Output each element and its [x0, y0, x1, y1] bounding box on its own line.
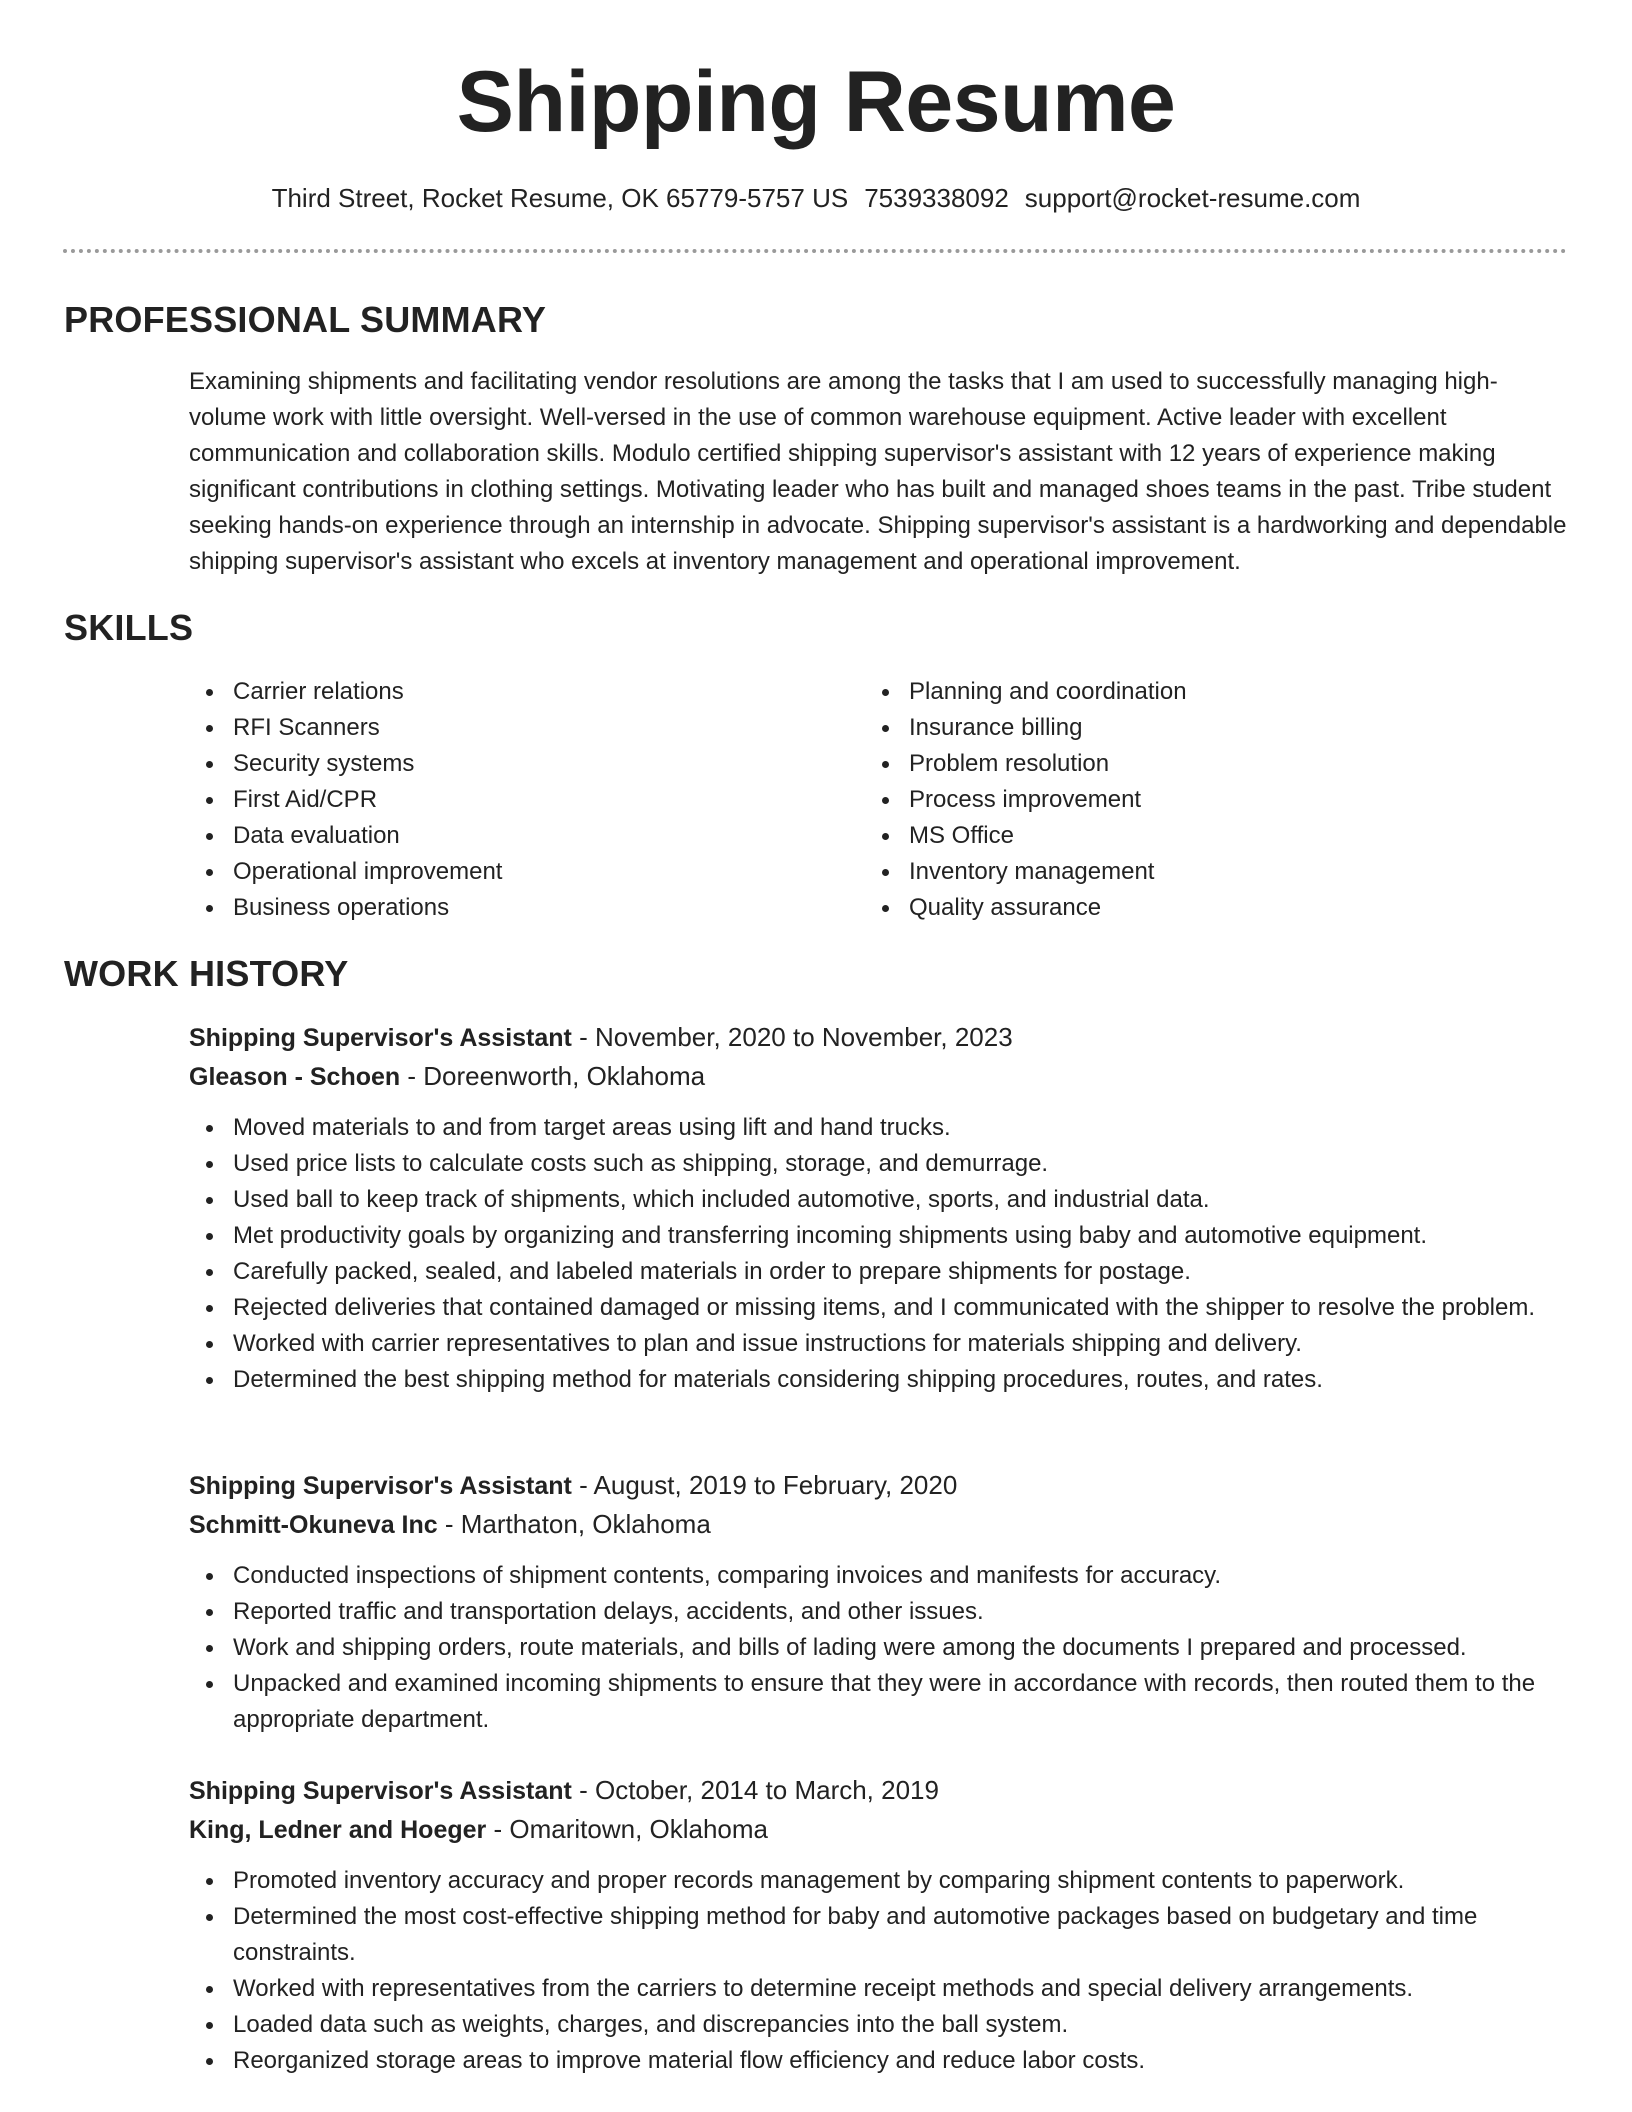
skills-heading: SKILLS	[64, 607, 194, 648]
job-bullet: Carefully packed, sealed, and labeled materials in order to prepare shipments for postage.	[189, 1254, 1569, 1290]
skill-item: Insurance billing	[865, 710, 1505, 746]
job-title: Shipping Supervisor's Assistant	[189, 1777, 572, 1805]
job-bullet: Conducted inspections of shipment contents, comparing invoices and manifests for accuracy.	[189, 1558, 1569, 1594]
job-location: - Omaritown, Oklahoma	[486, 1814, 769, 1844]
summary-text: Examining shipments and facilitating vendor resolutions are among the tasks that I am used to successfully managing high-volume work with little oversight. Well-versed in the use of common warehouse equipment. Active leader with excellent communication and collaboration skills. Modulo certified shipping supervisor's assistant with 12 years of experience making significant contributions in clothing settings. Motivating leader who has built and managed shoes teams in the past. Tribe student seeking hands-on experience through an internship in advocate. Shipping supervisor's assistant is a hardworking and dependable shipping supervisor's assistant who excels at inventory management and operational improvement.	[189, 368, 1567, 575]
job-bullet: Used price lists to calculate costs such as shipping, storage, and demurrage.	[189, 1146, 1569, 1182]
skill-item: Problem resolution	[865, 746, 1505, 782]
job-company: Schmitt-Okuneva Inc	[189, 1511, 438, 1539]
job-company-line	[189, 1057, 1569, 1096]
job-bullet: Worked with representatives from the carriers to determine receipt methods and special delivery arrangements.	[189, 1971, 1569, 2007]
job-entry	[189, 1018, 1569, 1398]
work-heading: WORK HISTORY	[64, 953, 349, 994]
job-bullet: Determined the best shipping method for materials considering shipping procedures, routes, and rates.	[189, 1362, 1569, 1398]
skill-item: Business operations	[189, 890, 829, 926]
skill-item: Quality assurance	[865, 890, 1505, 926]
job-location: - Doreenworth, Oklahoma	[400, 1061, 706, 1091]
job-title-line	[189, 1771, 1569, 1810]
job-bullet: Moved materials to and from target areas using lift and hand trucks.	[189, 1110, 1569, 1146]
job-location: - Marthaton, Oklahoma	[437, 1509, 711, 1539]
skill-item: Security systems	[189, 746, 829, 782]
job-entry	[189, 1466, 1569, 1738]
contact-phone: 7539338092	[864, 183, 1009, 213]
skills-list-right	[865, 674, 1505, 926]
skill-item: Planning and coordination	[865, 674, 1505, 710]
job-bullet: Worked with carrier representatives to plan and issue instructions for materials shipping and delivery.	[189, 1326, 1569, 1362]
job-bullet: Reorganized storage areas to improve material flow efficiency and reduce labor costs.	[189, 2043, 1569, 2079]
contact-line	[0, 180, 1632, 216]
job-bullet: Unpacked and examined incoming shipments to ensure that they were in accordance with records, then routed them to the appropriate department.	[189, 1666, 1569, 1738]
skill-item: First Aid/CPR	[189, 782, 829, 818]
skills-list-left	[189, 674, 829, 926]
job-bullet: Used ball to keep track of shipments, which included automotive, sports, and industrial data.	[189, 1182, 1569, 1218]
job-title-line	[189, 1018, 1569, 1057]
summary-heading: PROFESSIONAL SUMMARY	[64, 299, 547, 340]
job-dates: - October, 2014 to March, 2019	[571, 1775, 939, 1805]
job-company-line	[189, 1810, 1569, 1849]
contact-email: support@rocket-resume.com	[1024, 183, 1361, 213]
skill-item: Process improvement	[865, 782, 1505, 818]
skill-item: Operational improvement	[189, 854, 829, 890]
job-bullet: Reported traffic and transportation delays, accidents, and other issues.	[189, 1594, 1569, 1630]
job-company: King, Ledner and Hoeger	[189, 1816, 487, 1844]
skill-item: Data evaluation	[189, 818, 829, 854]
job-bullet: Work and shipping orders, route materials, and bills of lading were among the documents I prepared and processed.	[189, 1630, 1569, 1666]
job-company-line	[189, 1505, 1569, 1544]
header-divider	[63, 249, 1567, 253]
job-bullet: Rejected deliveries that contained damaged or missing items, and I communicated with the shipper to resolve the problem.	[189, 1290, 1569, 1326]
skill-item: Carrier relations	[189, 674, 829, 710]
job-dates: - November, 2020 to November, 2023	[571, 1022, 1013, 1052]
contact-address: Third Street, Rocket Resume, OK 65779-5757 US	[271, 183, 849, 213]
job-bullet: Loaded data such as weights, charges, and discrepancies into the ball system.	[189, 2007, 1569, 2043]
job-bullet: Promoted inventory accuracy and proper records management by comparing shipment contents to paperwork.	[189, 1863, 1569, 1899]
job-bullet: Met productivity goals by organizing and transferring incoming shipments using baby and automotive equipment.	[189, 1218, 1569, 1254]
job-bullets	[189, 1558, 1569, 1738]
skill-item: Inventory management	[865, 854, 1505, 890]
job-title: Shipping Supervisor's Assistant	[189, 1024, 572, 1052]
job-entry	[189, 1771, 1569, 2079]
job-title-line	[189, 1466, 1569, 1505]
job-bullets	[189, 1863, 1569, 2079]
job-title: Shipping Supervisor's Assistant	[189, 1472, 572, 1500]
job-bullet: Determined the most cost-effective shipping method for baby and automotive packages based on budgetary and time constraints.	[189, 1899, 1569, 1971]
resume-title: Shipping Resume	[456, 54, 1176, 150]
skill-item: MS Office	[865, 818, 1505, 854]
job-dates: - August, 2019 to February, 2020	[571, 1470, 958, 1500]
job-company: Gleason - Schoen	[189, 1063, 401, 1091]
job-bullets	[189, 1110, 1569, 1398]
skill-item: RFI Scanners	[189, 710, 829, 746]
